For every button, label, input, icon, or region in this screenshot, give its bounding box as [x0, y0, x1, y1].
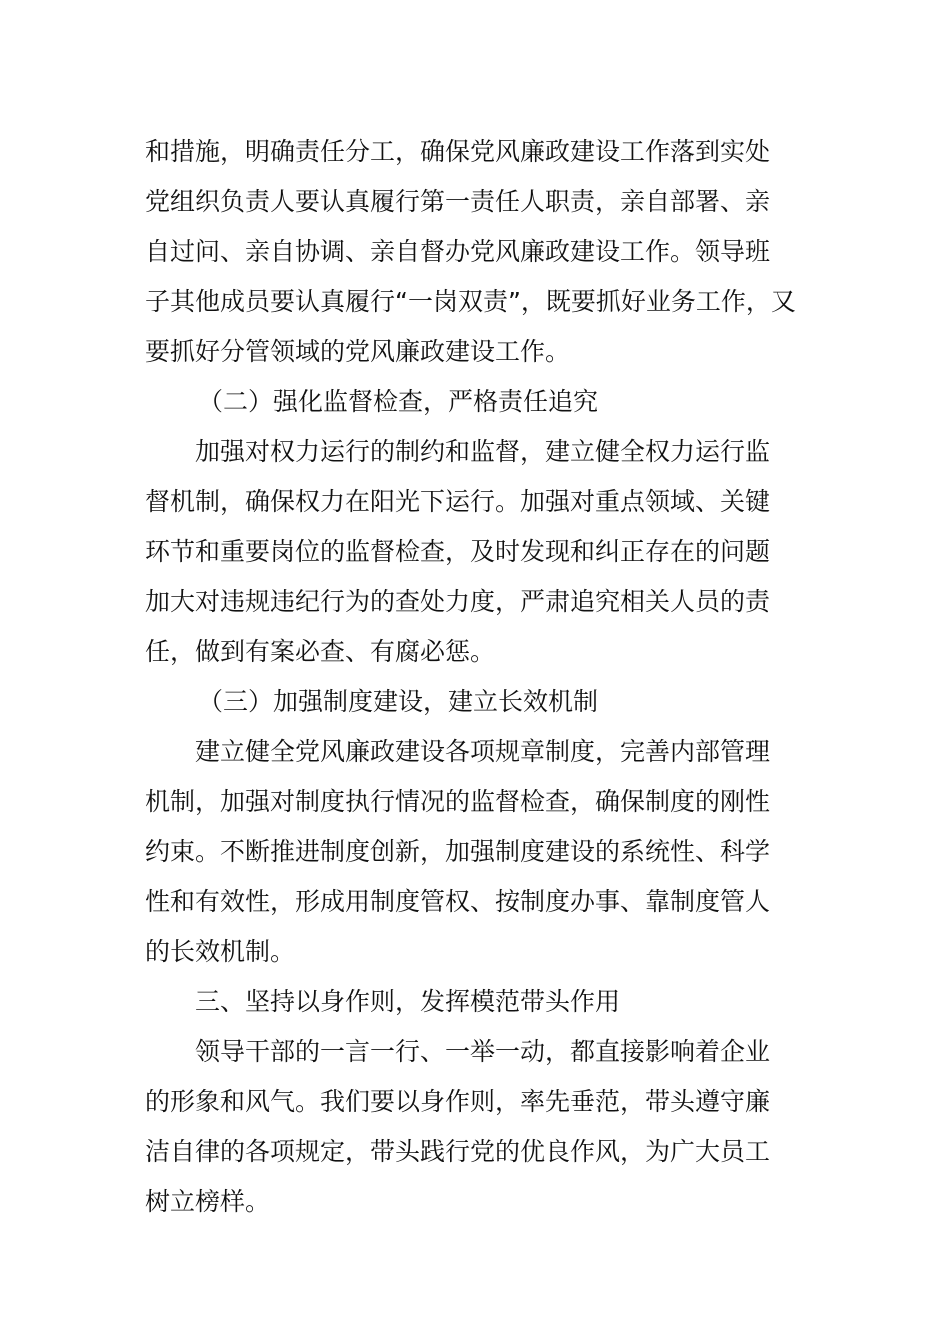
text-line: 子其他成员要认真履行“一岗双责”，既要抓好业务工作，又	[145, 287, 796, 316]
text-line: 的长效机制。	[145, 937, 296, 966]
section-heading: （二）强化监督检查，严格责任追究	[198, 387, 599, 416]
text-line: 建立健全党风廉政建设各项规章制度，完善内部管理	[195, 737, 771, 766]
text-line: 加强对权力运行的制约和监督，建立健全权力运行监	[195, 437, 771, 466]
text-line: 要抓好分管领域的党风廉政建设工作。	[145, 337, 571, 366]
text-line: 洁自律的各项规定，带头践行党的优良作风，为广大员工	[145, 1137, 771, 1166]
text-line: 任，做到有案必查、有腐必惩。	[145, 637, 496, 666]
text-line: 督机制，确保权力在阳光下运行。加强对重点领域、关键	[145, 487, 771, 516]
text-line: 加大对违规违纪行为的查处力度，严肃追究相关人员的责	[145, 587, 771, 616]
text-line: 领导干部的一言一行、一举一动，都直接影响着企业	[195, 1037, 771, 1066]
text-line: 机制，加强对制度执行情况的监督检查，确保制度的刚性	[145, 787, 771, 816]
text-line: 树立榜样。	[145, 1187, 271, 1216]
text-line: 性和有效性，形成用制度管权、按制度办事、靠制度管人	[145, 887, 771, 916]
text-line: 约束。不断推进制度创新，加强制度建设的系统性、科学	[145, 837, 771, 866]
section-heading: 三、坚持以身作则，发挥模范带头作用	[195, 987, 621, 1016]
text-line: 的形象和风气。我们要以身作则，率先垂范，带头遵守廉	[145, 1087, 771, 1116]
section-heading: （三）加强制度建设，建立长效机制	[198, 687, 599, 716]
text-line: 自过问、亲自协调、亲自督办党风廉政建设工作。领导班	[145, 237, 771, 266]
text-line: 和措施，明确责任分工，确保党风廉政建设工作落到实处	[145, 137, 771, 166]
text-line: 环节和重要岗位的监督检查，及时发现和纠正存在的问题	[145, 537, 771, 566]
text-line: 党组织负责人要认真履行第一责任人职责，亲自部署、亲	[145, 187, 771, 216]
